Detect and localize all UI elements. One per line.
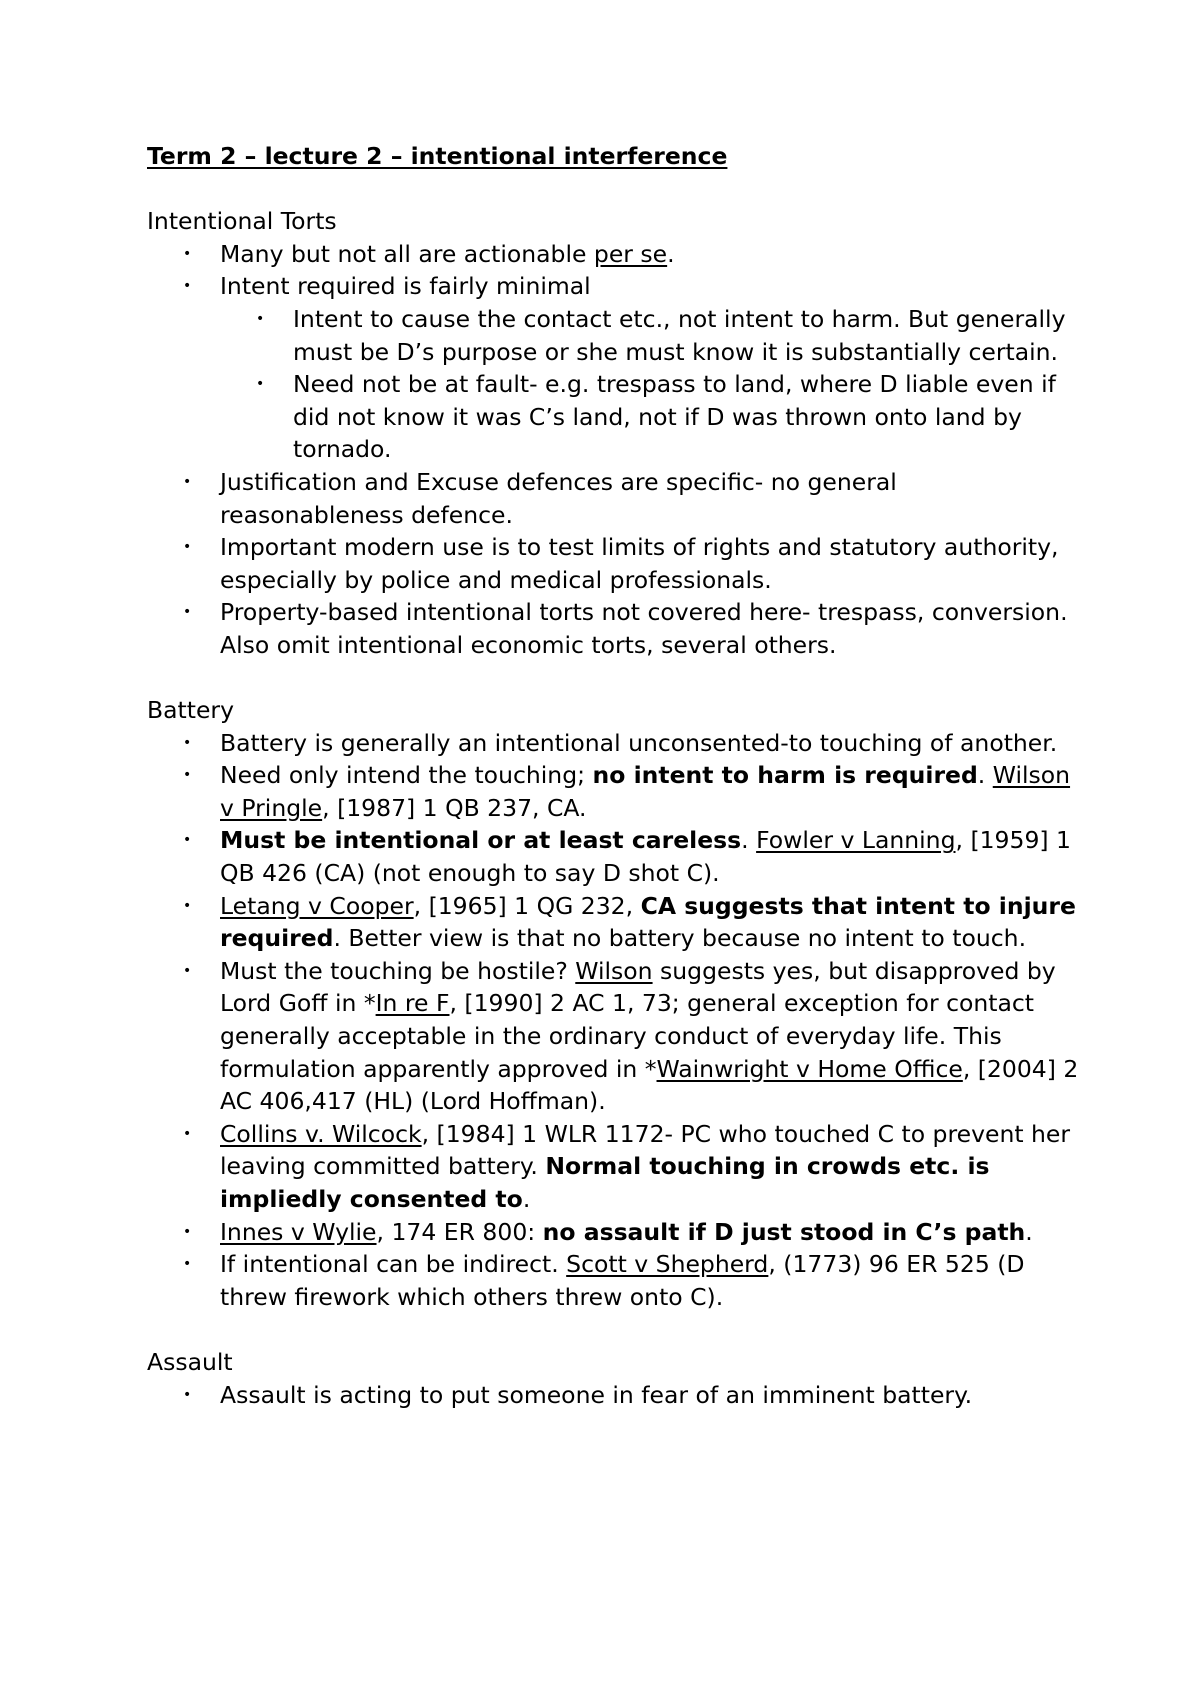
nested-list-item xyxy=(220,368,1087,466)
list-item xyxy=(147,1379,1087,1412)
nested-list-item xyxy=(220,303,1087,368)
list-item xyxy=(147,824,1087,889)
case-reference: Scott v Shepherd xyxy=(566,1250,769,1279)
bullet-icon: • xyxy=(183,1386,192,1403)
list-item xyxy=(147,890,1087,955)
item-text: Property-based intentional torts not covered here- trespass, conversion. Also omit intentional economic torts, several others. xyxy=(220,598,1068,659)
bullet-icon: • xyxy=(183,897,192,914)
list-item xyxy=(147,270,1087,466)
bullet-icon: • xyxy=(183,832,192,849)
bullet-icon: • xyxy=(183,539,192,556)
list-item xyxy=(147,1118,1087,1216)
item-text: . xyxy=(741,826,757,855)
emphasis-text: Normal touching in crowds etc. is impliedly consented to xyxy=(220,1152,990,1213)
item-text: Must the touching be hostile? xyxy=(220,956,576,985)
document-title: Term 2 – lecture 2 – intentional interference xyxy=(147,142,728,170)
item-text: , (1773) 96 ER 525 (D threw firework which others threw onto C). xyxy=(220,1250,1025,1311)
list-item xyxy=(147,1216,1087,1249)
section-heading-intentional-torts: Intentional Torts xyxy=(147,207,337,236)
item-text: suggests yes, but disapproved by Lord Goff in * xyxy=(220,956,1056,1018)
list-item xyxy=(147,596,1087,661)
bullet-icon: • xyxy=(256,310,265,327)
item-text: . Better view is that no battery because no intent to touch. xyxy=(333,924,1027,953)
nested-list xyxy=(220,303,1087,466)
bullet-icon: • xyxy=(183,767,192,784)
bullet-icon: • xyxy=(183,734,192,751)
item-text: . xyxy=(522,1185,531,1213)
bullet-icon: • xyxy=(183,962,192,979)
document-body xyxy=(147,140,1087,1411)
intentional-torts-list xyxy=(147,238,1087,662)
section-heading-assault: Assault xyxy=(147,1347,233,1376)
case-reference: Collins v. Wilcock xyxy=(220,1119,422,1148)
case-reference: Fowler v Lanning xyxy=(756,826,956,855)
bullet-icon: • xyxy=(183,1125,192,1142)
item-text: , [1990] 2 AC 1, 73; general exception for contact generally acceptable in the ordinary conduct of everyday life. This formulation apparently approved in * xyxy=(220,989,1035,1083)
case-reference: Wainwright v Home Office xyxy=(656,1054,963,1083)
bullet-icon: • xyxy=(256,376,265,393)
emphasis-text: Must be intentional or at least careless xyxy=(220,826,742,855)
list-item xyxy=(147,759,1087,824)
item-text: . xyxy=(667,239,675,268)
item-text: Need not be at fault- e.g. trespass to land, where D liable even if did not know it was C’s land, not if D was thrown onto land by tornado. xyxy=(293,370,1056,464)
spacer xyxy=(147,1313,1087,1346)
item-text: Justification and Excuse defences are specific- no general reasonableness defence. xyxy=(220,467,897,529)
list-item xyxy=(147,1248,1087,1313)
item-text: Intent to cause the contact etc., not intent to harm. But generally must be D’s purpose or she must know it is substantially certain. xyxy=(293,304,1066,366)
bullet-icon: • xyxy=(183,278,192,295)
bullet-icon: • xyxy=(183,473,192,490)
emphasis-text: CA suggests that intent to injure required xyxy=(220,891,1076,953)
battery-list xyxy=(147,727,1087,1314)
bullet-icon: • xyxy=(183,1256,192,1273)
case-reference: Wilson v Pringle xyxy=(220,761,1071,822)
item-text: , [1987] 1 QB 237, CA. xyxy=(322,793,587,822)
case-reference: per se xyxy=(593,239,668,268)
item-text: , [1959] 1 QB 426 (CA) (not enough to say D shot C). xyxy=(220,826,1072,888)
item-text: , [2004] 2 AC 406,417 (HL) (Lord Hoffman). xyxy=(220,1054,1079,1116)
list-item xyxy=(147,531,1087,596)
item-text: Battery is generally an intentional unconsented-to touching of another. xyxy=(220,728,1058,757)
case-reference: Innes v Wylie xyxy=(220,1217,377,1246)
spacer xyxy=(147,662,1087,695)
list-item xyxy=(147,238,1087,271)
section-heading-battery: Battery xyxy=(147,696,234,725)
bullet-icon: • xyxy=(183,1223,192,1240)
item-text: Assault is acting to put someone in fear of an imminent battery. xyxy=(220,1380,973,1409)
item-text: , [1984] 1 WLR 1172- PC who touched C to prevent her leaving committed battery. xyxy=(220,1119,1071,1181)
list-item xyxy=(147,955,1087,1118)
item-text: . xyxy=(977,761,993,790)
item-text: , [1965] 1 QG 232, xyxy=(413,891,641,920)
assault-list xyxy=(147,1379,1087,1412)
emphasis-text: no intent to harm is required xyxy=(592,761,978,790)
item-text: , 174 ER 800: xyxy=(376,1217,543,1246)
bullet-icon: • xyxy=(183,245,192,262)
case-reference: Letang v Cooper xyxy=(220,891,414,920)
case-reference: In re F xyxy=(375,989,450,1018)
item-text: Many but not all are actionable xyxy=(220,239,594,268)
bullet-icon: • xyxy=(183,604,192,621)
spacer xyxy=(147,173,1087,206)
item-text: Need only intend the touching; xyxy=(220,761,593,790)
case-reference: Wilson xyxy=(575,956,653,985)
emphasis-text: no assault if D just stood in C’s path xyxy=(542,1217,1026,1246)
item-text: Intent required is fairly minimal xyxy=(220,272,591,301)
list-item xyxy=(147,727,1087,760)
list-item xyxy=(147,466,1087,531)
item-text: . xyxy=(1025,1217,1033,1246)
item-text: Important modern use is to test limits of rights and statutory authority, especially by police and medical professionals. xyxy=(220,533,1059,594)
item-text: If intentional can be indirect. xyxy=(220,1250,567,1279)
